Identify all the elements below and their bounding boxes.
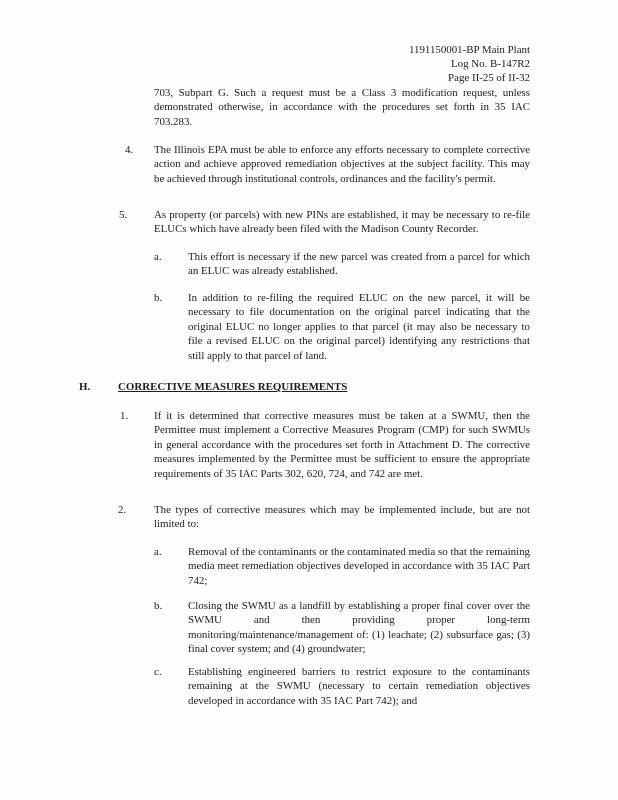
subitem-text: Establishing engineered barriers to restrict exposure to the contaminants remaining at the SWMU (necessary to certain remediation objectives developed in accordance with 35 IAC Part 742); and bbox=[188, 666, 530, 707]
item-number: 5. bbox=[119, 209, 128, 221]
item-text: The Illinois EPA must be able to enforce any efforts necessary to complete corrective action and achieve approved remediation objectives at the subject facility. This may be achieved through institutional controls, ordinances and the facility's permit. bbox=[154, 144, 530, 185]
item-text: If it is determined that corrective measures must be taken at a SWMU, then the Permittee must implement a Corrective Measures Program (CMP) for such SWMUs in general accordance with the procedures set forth in Attachment D. The corrective measures implemented by the Permittee must be sufficient to ensure the appropriate requirements of 35 IAC Parts 302, 620, 724, and 742 are met. bbox=[154, 410, 530, 480]
subitem-letter: b. bbox=[154, 292, 163, 304]
subitem-letter: a. bbox=[154, 546, 162, 558]
subitem-text: This effort is necessary if the new parcel was created from a parcel for which an ELUC was already established. bbox=[188, 251, 530, 278]
subitem-letter: b. bbox=[154, 600, 163, 612]
page-number: Page II-25 of II-32 bbox=[448, 72, 530, 85]
subitem-letter: c. bbox=[154, 666, 162, 678]
item-number: 2. bbox=[118, 504, 127, 516]
item-number: 1. bbox=[120, 410, 129, 422]
subitem-text: Closing the SWMU as a landfill by establishing a proper final cover over the SWMU and then providing proper long-term monitoring/maintenance/management of: (1) leachate; (2) subsurface gas; (3) final cover system; and (4) groundwater; bbox=[188, 600, 530, 656]
subitem-text: In addition to re-filing the required ELUC on the new parcel, it will be necessary to file documentation on the original parcel indicating that the original ELUC no longer applies to that parcel (it may also be necessary to file a revised ELUC on the original parcel) identifying any restrictions that still apply to that parcel of land. bbox=[188, 292, 530, 362]
section-title: CORRECTIVE MEASURES REQUIREMENTS bbox=[118, 381, 348, 393]
continuation-paragraph: 703, Subpart G. Such a request must be a Class 3 modification request, unless demonstrated otherwise, in accordance with the procedures set forth in 35 IAC 703.283. bbox=[154, 87, 530, 128]
document-header bbox=[409, 43, 530, 86]
item-text: As property (or parcels) with new PINs are established, it may be necessary to re-file ELUCs which have already been filed with the Madison County Recorder. bbox=[154, 209, 530, 236]
subitem-text: Removal of the contaminants or the contaminated media so that the remaining media meet remediation objectives developed in accordance with 35 IAC Part 742; bbox=[188, 546, 530, 587]
log-number: Log No. B-147R2 bbox=[451, 58, 530, 71]
facility-id: 1191150001-BP Main Plant bbox=[408, 44, 530, 56]
subitem-letter: a. bbox=[154, 251, 162, 263]
item-number: 4. bbox=[125, 144, 134, 156]
item-text: The types of corrective measures which may be implemented include, but are not limited to: bbox=[154, 504, 530, 531]
section-letter: H. bbox=[79, 381, 91, 393]
